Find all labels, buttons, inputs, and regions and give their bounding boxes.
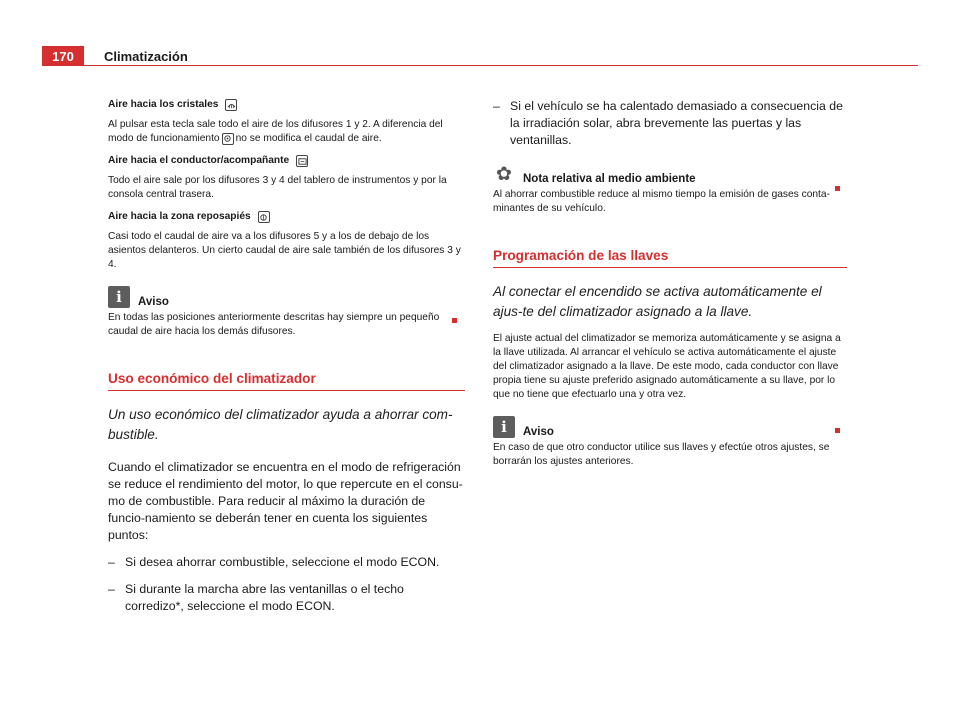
list-item	[108, 581, 465, 615]
chapter-title: Climatización	[104, 49, 188, 64]
aviso-left-title: Aviso	[138, 296, 169, 308]
item-windshield	[108, 98, 465, 112]
section-lead-keys: Al conectar el encendido se activa automáticamente el ajus-te del climatizador asignado a la llave.	[493, 284, 822, 319]
aviso-right-text: En caso de que otro conductor utilice sus llaves y efectúe otros ajustes, se borrarán los ajustes anteriores.	[493, 442, 830, 467]
list-item	[108, 554, 465, 571]
info-icon: i	[108, 286, 130, 308]
section-body-economic: Cuando el climatizador se encuentra en el modo de refrigeración se reduce el rendimiento del motor, lo que repercute en el consu-mo de combustible. Para reducir al máximo la duración de funcio-namiento se deberán tener en cuenta los siguientes puntos:	[108, 460, 463, 542]
end-of-section-mark	[835, 186, 840, 191]
section-title-keys: Programación de las llaves	[493, 248, 847, 268]
dash-marker: –	[493, 99, 500, 113]
aviso-right	[493, 416, 847, 438]
aviso-right-title: Aviso	[523, 426, 554, 438]
env-note	[493, 163, 847, 185]
dash-marker: –	[108, 582, 115, 596]
end-of-section-mark	[452, 318, 457, 323]
item-driver-title: Aire hacia el conductor/acompañante	[108, 155, 290, 166]
right-column	[493, 98, 847, 469]
item-footwell	[108, 210, 465, 224]
windshield-airflow-icon	[225, 99, 237, 111]
item-driver	[108, 154, 465, 168]
footwell-airflow-icon	[258, 211, 270, 223]
list-item-text: Si el vehículo se ha calentado demasiado a consecuencia de la irradiación solar, abra brevemente las puertas y las ventanillas.	[510, 99, 843, 147]
item-windshield-text: Al pulsar esta tecla sale todo el aire de los difusores 1 y 2. A diferencia del modo de funcionamiento no se modifica el caudal de aire.	[108, 119, 443, 144]
end-of-section-mark	[835, 428, 840, 433]
section-lead-economic: Un uso económico del climatizador ayuda a ahorrar com-bustible.	[108, 407, 453, 442]
auto-mode-icon	[222, 133, 234, 145]
list-item-text: Si durante la marcha abre las ventanillas o el techo corredizo*, seleccione el modo ECON.	[125, 582, 404, 613]
environment-icon: ✿	[496, 163, 512, 185]
item-footwell-text: Casi todo el caudal de aire va a los difusores 5 y a los de debajo de los asientos delanteros. Un cierto caudal de aire sale también de los difusores 3 y 4.	[108, 231, 461, 270]
item-windshield-title: Aire hacia los cristales	[108, 99, 219, 110]
aviso-left	[108, 286, 465, 308]
section-title-economic: Uso económico del climatizador	[108, 371, 465, 391]
list-item-text: Si desea ahorrar combustible, seleccione el modo ECON.	[125, 555, 440, 569]
item-driver-text: Todo el aire sale por los difusores 3 y 4 del tablero de instrumentos y por la consola central trasera.	[108, 175, 447, 200]
env-note-text: Al ahorrar combustible reduce al mismo tiempo la emisión de gases conta-minantes de su vehículo.	[493, 189, 830, 214]
aviso-left-text: En todas las posiciones anteriormente descritas hay siempre un pequeño caudal de aire hacia los demás difusores.	[108, 312, 440, 337]
page-number: 170	[42, 46, 84, 66]
upper-body-airflow-icon	[296, 155, 308, 167]
dash-marker: –	[108, 555, 115, 569]
info-icon: i	[493, 416, 515, 438]
header-divider	[84, 65, 918, 66]
env-note-title: Nota relativa al medio ambiente	[523, 173, 696, 185]
item-footwell-title: Aire hacia la zona reposapiés	[108, 211, 251, 222]
section-body-keys: El ajuste actual del climatizador se memoriza automáticamente y se asigna a la llave utilizada. Al arrancar el vehículo se activa automáticamente el ajuste del climatizador asignado a la llave. De este modo, cada conductor con llave propia tiene su ajuste preferido asignado automáticamente a su llave, por lo que no tiene que efectuarlo una y otra vez.	[493, 333, 841, 400]
left-column	[108, 98, 465, 615]
list-item	[493, 98, 847, 149]
